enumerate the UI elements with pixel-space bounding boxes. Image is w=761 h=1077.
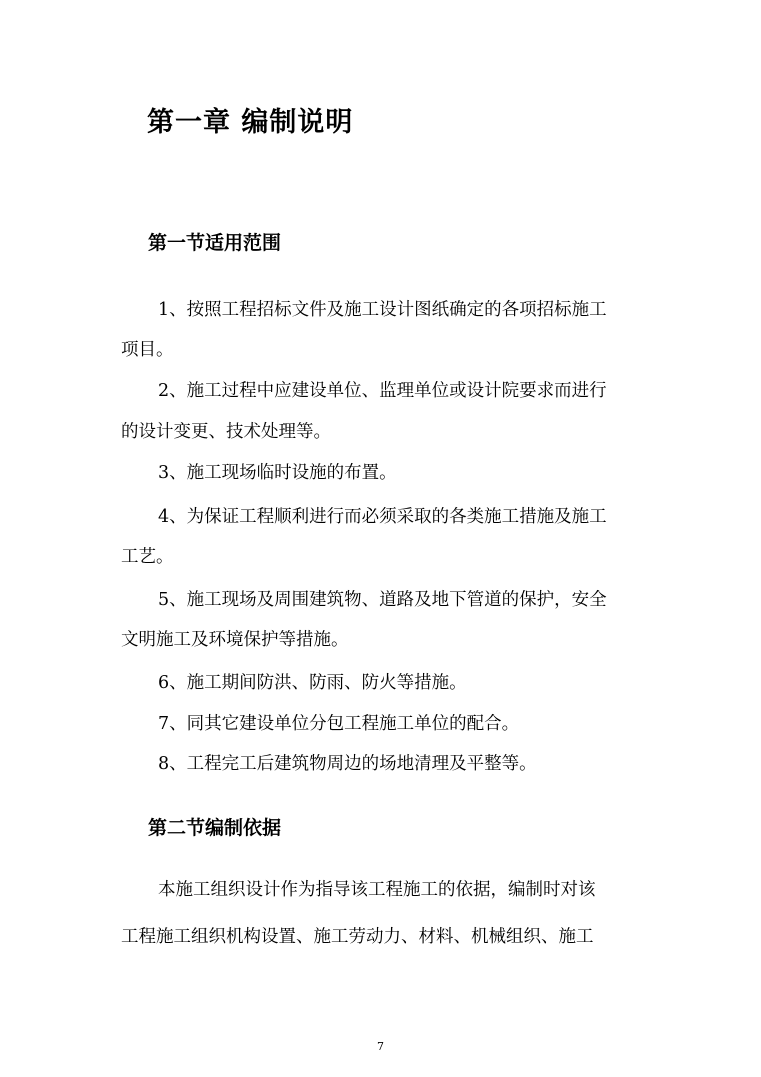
list-item-4-line2: 工艺。 <box>121 547 174 567</box>
list-item-5-line1: 5、施工现场及周围建筑物、道路及地下管道的保护，安全 <box>158 590 607 610</box>
list-item-7: 7、同其它建设单位分包工程施工单位的配合。 <box>158 714 520 734</box>
list-item-8: 8、工程完工后建筑物周边的场地清理及平整等。 <box>158 754 537 774</box>
list-item-2-line2: 的设计变更、技术处理等。 <box>121 422 331 442</box>
list-item-4-line1: 4、为保证工程顺利进行而必须采取的各类施工措施及施工 <box>158 507 607 527</box>
list-item-2-line1: 2、施工过程中应建设单位、监理单位或设计院要求而进行 <box>158 381 607 401</box>
list-item-3: 3、施工现场临时设施的布置。 <box>158 463 397 483</box>
chapter-title: 第一章 编制说明 <box>147 107 354 138</box>
section-title-scope: 第一节适用范围 <box>148 232 282 254</box>
list-item-6: 6、施工期间防洪、防雨、防火等措施。 <box>158 673 467 693</box>
page-number: 7 <box>377 1040 384 1053</box>
list-item-5-line2: 文明施工及环境保护等措施。 <box>121 630 349 650</box>
list-item-1-line1: 1、按照工程招标文件及施工设计图纸确定的各项招标施工 <box>158 300 607 320</box>
section-title-basis: 第二节编制依据 <box>148 817 282 839</box>
list-item-1-line2: 项目。 <box>121 340 174 360</box>
paragraph-line-1: 本施工组织设计作为指导该工程施工的依据，编制时对该 <box>158 880 596 900</box>
paragraph-line-2: 工程施工组织机构设置、施工劳动力、材料、机械组织、施工 <box>121 927 594 947</box>
